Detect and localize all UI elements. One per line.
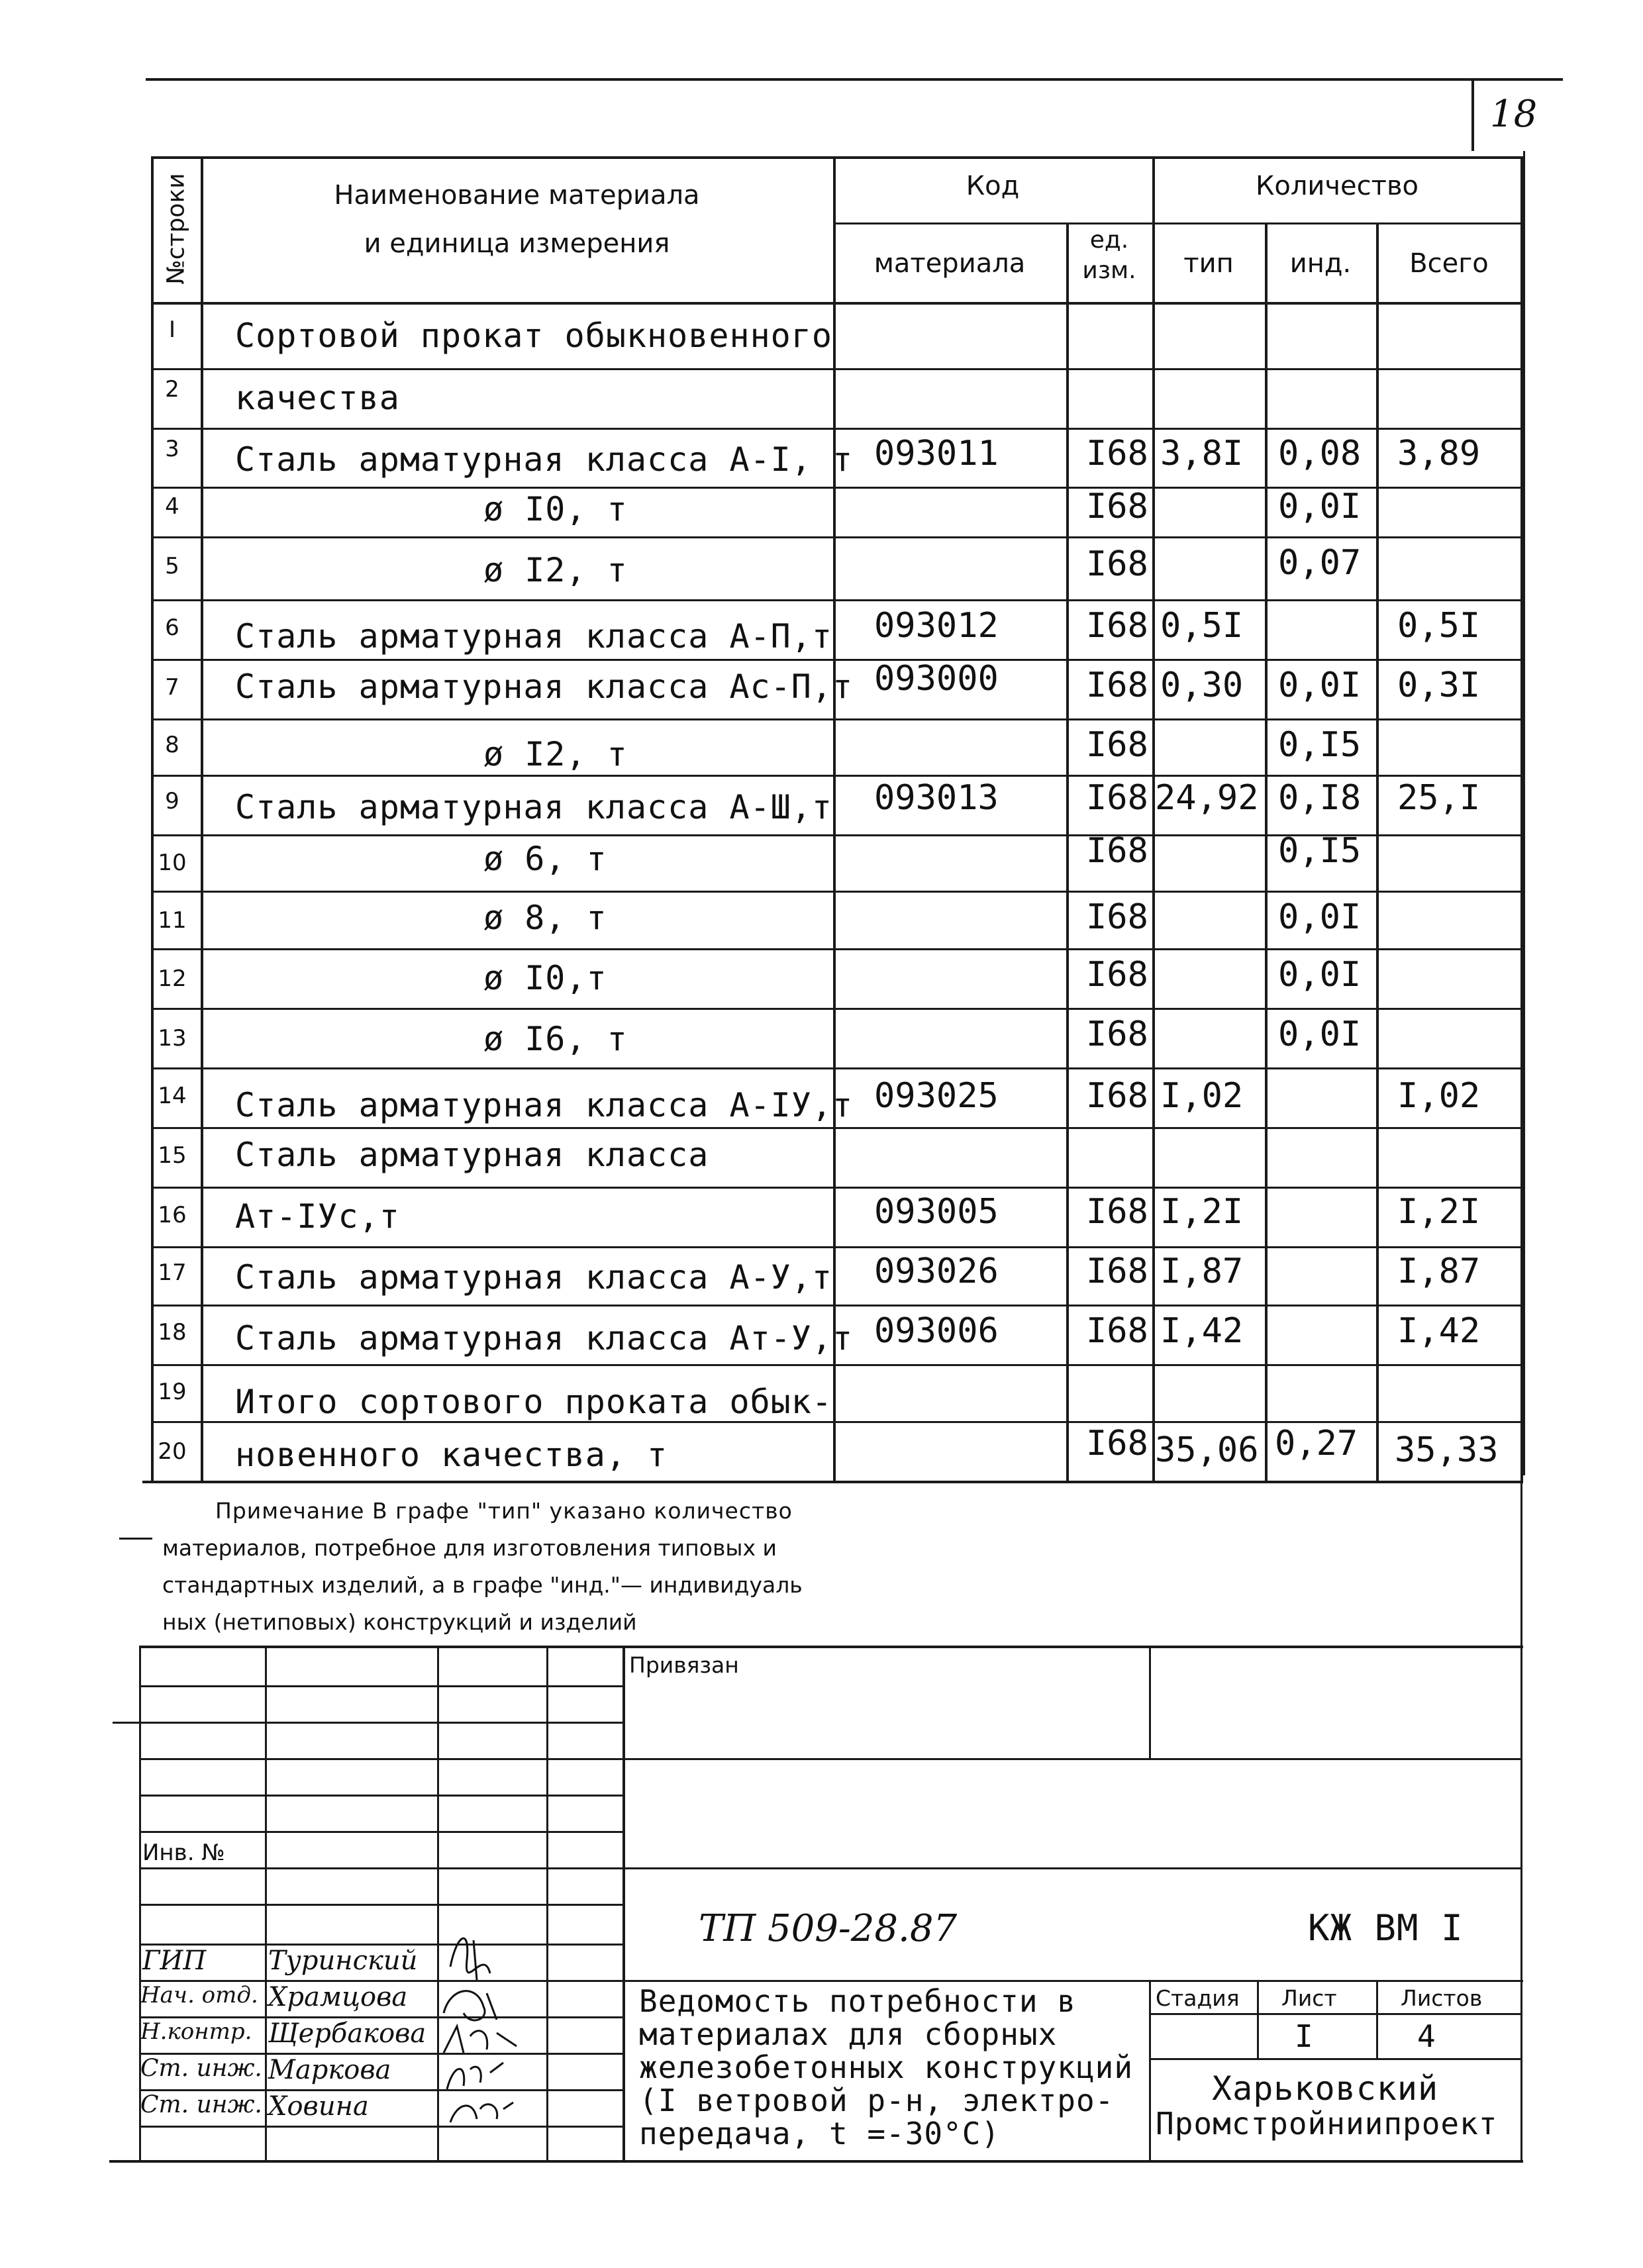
page-number-box-left [1471, 78, 1474, 151]
row-line [151, 428, 1522, 430]
stamp-top-line [139, 1646, 1523, 1648]
header-bottom-line [151, 302, 1523, 305]
row-unit: I68 [1086, 544, 1148, 584]
table-bottom-line [142, 1481, 1523, 1483]
row-unit: I68 [1086, 725, 1148, 765]
row-code: 093025 [874, 1076, 999, 1116]
row-typ: 24,92 [1155, 778, 1259, 818]
row-unit: I68 [1086, 897, 1148, 937]
sheet-value: I [1295, 2018, 1314, 2054]
row-name: Сталь арматурная класса А-Ш,т [235, 788, 832, 826]
stamp-row [139, 1867, 622, 1869]
doc-title-line5: передача, t =-30°С) [639, 2116, 1001, 2151]
row-number: 11 [158, 907, 187, 934]
org-line2: Промстройниипроект [1156, 2106, 1498, 2142]
row-line [151, 1421, 1522, 1423]
row-line [151, 1246, 1522, 1248]
row-line [151, 659, 1522, 661]
row-name: Сортовой прокат обыкновенного [235, 317, 832, 355]
inv-no-label: Инв. № [142, 1840, 225, 1866]
sig-name: Храмцова [268, 1982, 408, 2012]
doc-title-line1: Ведомость потребности в [639, 1983, 1076, 2019]
sheet-label: Лист [1281, 1985, 1337, 2011]
row-total: I,87 [1397, 1252, 1481, 1291]
col-line-code [833, 156, 836, 1481]
row-number: 14 [158, 1083, 187, 1109]
note-frame-right [1520, 1481, 1522, 2163]
header-name-line2: и единица измерения [364, 228, 670, 259]
row-ind: 0,0I [1278, 1014, 1362, 1054]
row-code: 093006 [874, 1311, 999, 1351]
stamp-row [1149, 2013, 1522, 2015]
stage-label: Стадия [1156, 1985, 1240, 2011]
row-code: 093005 [874, 1192, 999, 1232]
stamp-row [622, 1867, 1522, 1869]
row-total: 0,5I [1397, 606, 1481, 646]
row-number: 3 [165, 436, 179, 462]
org-line1: Харьковский [1212, 2069, 1439, 2108]
row-ind: 0,0I [1278, 897, 1362, 937]
doc-title-line4: (I ветровой р-н, электро- [639, 2083, 1115, 2118]
sig-name: Щербакова [268, 2018, 426, 2049]
stamp-row [139, 1831, 622, 1833]
row-code: 093026 [874, 1252, 999, 1291]
row-number: 2 [165, 376, 179, 403]
note-line2: материалов, потребное для изготовления типовых и [162, 1535, 777, 1561]
header-code-material: материала [873, 248, 1026, 279]
row-name: качества [235, 379, 400, 417]
row-number: 20 [158, 1438, 187, 1465]
row-ind: 0,07 [1278, 543, 1362, 583]
sig-name: Ховина [268, 2091, 369, 2122]
stamp-row [139, 1795, 622, 1797]
table-top-line [151, 156, 1523, 159]
stamp-bottom-line [109, 2160, 1523, 2163]
page-number: 18 [1490, 93, 1538, 136]
row-ind: 0,0I [1278, 487, 1362, 526]
row-name: ø I6, т [483, 1020, 628, 1058]
row-typ: I,02 [1160, 1076, 1244, 1116]
row-unit: I68 [1086, 1014, 1148, 1054]
row-number: I [168, 317, 176, 343]
row-unit: I68 [1086, 1192, 1148, 1232]
row-number: 10 [158, 850, 187, 876]
col-line-total [1376, 222, 1379, 1481]
note-line3: стандартных изделий, а в графе "инд."— индивидуаль [162, 1572, 803, 1598]
row-name: Сталь арматурная класса А-У,т [235, 1258, 832, 1297]
row-name: Сталь арматурная класса [235, 1136, 709, 1174]
row-total: 25,I [1397, 778, 1481, 818]
header-typ: тип [1183, 248, 1234, 279]
stamp-divider [622, 1646, 625, 2162]
row-typ: 0,30 [1160, 666, 1244, 705]
row-ind: 0,I8 [1278, 778, 1362, 818]
row-number: 5 [165, 553, 179, 579]
col-line-ind [1265, 222, 1268, 1481]
row-name: ø I0,т [483, 959, 607, 997]
row-ind: 0,0I [1278, 955, 1362, 995]
row-number: 18 [158, 1319, 187, 1346]
row-line [151, 368, 1522, 370]
row-unit: I68 [1086, 606, 1148, 646]
row-name: ø I2, т [483, 551, 628, 589]
row-ind: 0,I5 [1278, 725, 1362, 765]
stamp-row [139, 1904, 622, 1906]
row-typ: I,2I [1160, 1192, 1244, 1232]
stamp-row [139, 1685, 622, 1687]
row-line [151, 1067, 1522, 1069]
row-name: Ат-IУс,т [235, 1197, 400, 1236]
row-typ: 3,8I [1160, 434, 1244, 473]
row-typ: 0,5I [1160, 606, 1244, 646]
row-number: 9 [165, 788, 179, 814]
stamp-title-top [622, 1980, 1523, 1982]
row-unit: I68 [1086, 434, 1148, 473]
row-total: I,02 [1397, 1076, 1481, 1116]
row-line [151, 1187, 1522, 1189]
row-number: 6 [165, 615, 179, 641]
row-number: 4 [165, 493, 179, 520]
sig-role: Ст. инж. [140, 2091, 262, 2118]
header-total: Всего [1409, 248, 1489, 279]
row-name: ø 6, т [483, 840, 607, 878]
row-unit: I68 [1086, 1424, 1148, 1463]
row-name: Сталь арматурная класса А-П,т [235, 617, 832, 656]
table-right-line [1520, 156, 1523, 1481]
row-total: 3,89 [1397, 434, 1481, 473]
row-ind: 0,08 [1278, 434, 1362, 473]
row-code: 093000 [874, 659, 999, 699]
stamp-row [622, 1758, 1522, 1760]
stamp-row [139, 1722, 622, 1724]
stamp-col [1376, 1980, 1378, 2059]
row-line [151, 718, 1522, 720]
row-code: 093012 [874, 606, 999, 646]
doc-mark: КЖ ВМ I [1308, 1907, 1464, 1949]
row-ind: 0,0I [1278, 666, 1362, 705]
header-quantity: Количество [1255, 171, 1419, 201]
header-row-no: №строки [162, 173, 190, 285]
row-name: Сталь арматурная класса А-IУ,т [235, 1086, 854, 1124]
col-line-unit [1066, 222, 1069, 1481]
note-line4: ных (нетиповых) конструкций и изделий [162, 1609, 637, 1635]
row-unit: I68 [1086, 831, 1148, 871]
row-unit: I68 [1086, 955, 1148, 995]
row-name: ø I2, т [483, 735, 628, 773]
row-line [151, 1127, 1522, 1129]
row-number: 19 [158, 1379, 187, 1405]
col-line-name [201, 156, 203, 1481]
header-sub-line [833, 222, 1522, 224]
stamp-col [1257, 1980, 1259, 2059]
privyazan-label: Привязан [629, 1652, 739, 1678]
row-number: 13 [158, 1025, 187, 1052]
header-ind: инд. [1289, 248, 1352, 279]
row-ind: 0,27 [1275, 1424, 1358, 1463]
sig-role: Нач. отд. [140, 1982, 258, 2008]
row-unit: I68 [1086, 666, 1148, 705]
header-name-line1: Наименование материала [334, 180, 700, 211]
stamp-row [1149, 2058, 1522, 2060]
row-line [151, 599, 1522, 601]
row-unit: I68 [1086, 1311, 1148, 1351]
row-number: 17 [158, 1259, 187, 1286]
row-unit: I68 [1086, 1252, 1148, 1291]
row-unit: I68 [1086, 487, 1148, 526]
sig-name: Туринский [268, 1946, 418, 1976]
signature-scribbles [437, 1920, 570, 2132]
row-name: новенного качества, т [235, 1436, 668, 1474]
row-total: 0,3I [1397, 666, 1481, 705]
row-line [151, 948, 1522, 950]
row-line [151, 1305, 1522, 1307]
sheets-label: Листов [1401, 1985, 1483, 2011]
sig-name: Маркова [268, 2055, 391, 2085]
row-name: ø I0, т [483, 490, 628, 528]
row-line [151, 891, 1522, 893]
row-code: 093011 [874, 434, 999, 473]
header-unit-line2: изм. [1082, 257, 1136, 284]
project-code: ТП 509-28.87 [699, 1907, 958, 1950]
row-line [151, 1008, 1522, 1010]
col-line-typ [1152, 156, 1155, 1481]
row-code: 093013 [874, 778, 999, 818]
top-border-line [146, 78, 1563, 81]
row-number: 8 [165, 732, 179, 758]
stamp-row [139, 1758, 622, 1760]
row-name: Сталь арматурная класса А-I, т [235, 440, 854, 479]
row-total: I,42 [1397, 1311, 1481, 1351]
sig-role: ГИП [142, 1946, 207, 1976]
left-tick [113, 1722, 142, 1724]
row-name: Сталь арматурная класса Ат-У,т [235, 1319, 854, 1357]
row-number: 7 [165, 674, 179, 701]
row-typ: 35,06 [1155, 1430, 1259, 1470]
sig-role: Ст. инж. [140, 2055, 262, 2082]
left-tick [119, 1538, 152, 1540]
row-number: 16 [158, 1202, 187, 1228]
header-code: Код [966, 171, 1020, 201]
row-typ: I,42 [1160, 1311, 1244, 1351]
sig-role: Н.контр. [140, 2018, 252, 2045]
row-total: I,2I [1397, 1192, 1481, 1232]
header-unit-line1: ед. [1089, 226, 1129, 254]
note-line1: Примечание В графе "тип" указано количество [215, 1498, 793, 1524]
row-line [151, 1364, 1522, 1366]
row-unit: I68 [1086, 1076, 1148, 1116]
stamp-col [1149, 1646, 1151, 1758]
row-name: Сталь арматурная класса Ас-П,т [235, 667, 854, 706]
doc-title-line3: железобетонных конструкций [639, 2049, 1134, 2085]
row-typ: I,87 [1160, 1252, 1244, 1291]
row-line [151, 536, 1522, 538]
doc-title-line2: материалах для сборных [639, 2016, 1058, 2052]
row-name: ø 8, т [483, 899, 607, 937]
sheets-value: 4 [1417, 2018, 1436, 2054]
row-unit: I68 [1086, 778, 1148, 818]
row-total: 35,33 [1395, 1430, 1499, 1470]
row-ind: 0,I5 [1278, 831, 1362, 871]
row-line [151, 775, 1522, 777]
row-number: 15 [158, 1142, 187, 1169]
right-margin-line [1523, 151, 1525, 1475]
stamp-col [1149, 1980, 1151, 2162]
row-name: Итого сортового проката обык- [235, 1383, 832, 1421]
row-number: 12 [158, 965, 187, 992]
